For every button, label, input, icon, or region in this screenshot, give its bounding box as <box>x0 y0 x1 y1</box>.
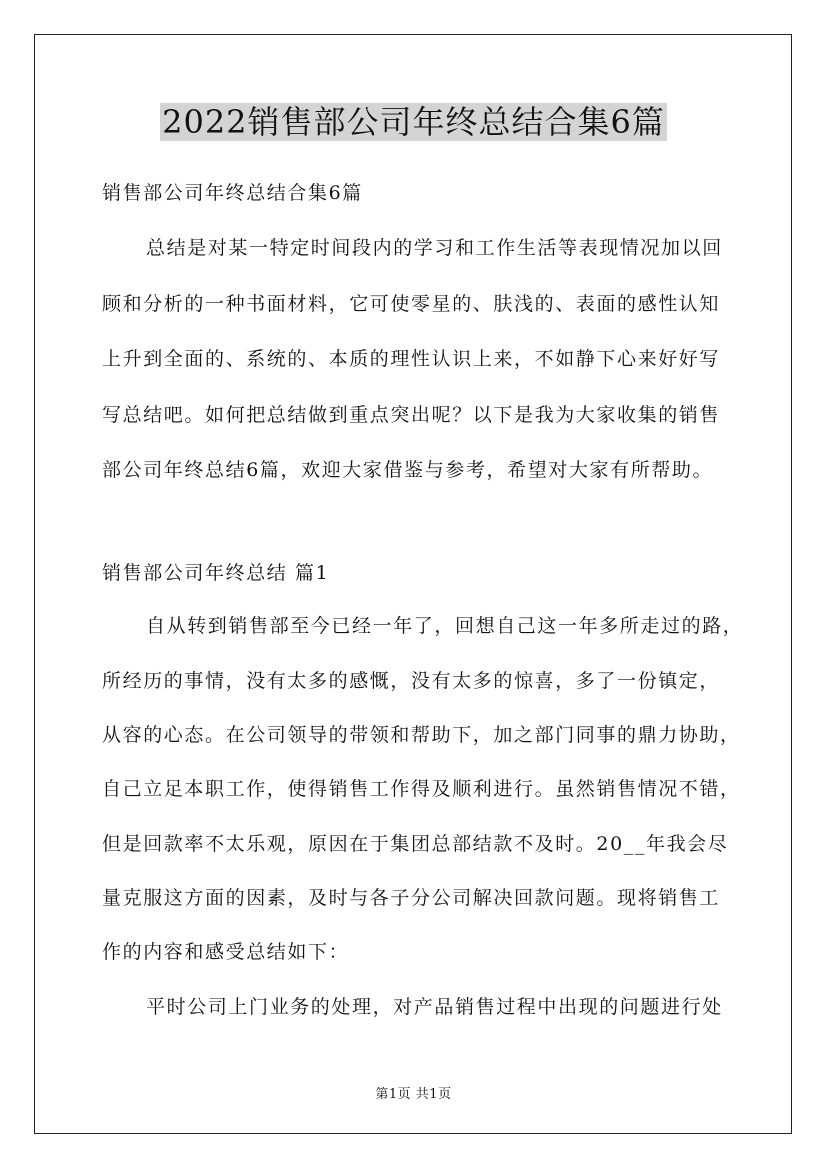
intro-line: 部公司年终总结6篇，欢迎大家借鉴与参考，希望对大家有所帮助。 <box>102 459 714 481</box>
intro-line: 顾和分析的一种书面材料，它可使零星的、肤浅的、表面的感性认知 <box>102 293 721 315</box>
paragraph-line: 平时公司上门业务的处理，对产品销售过程中出现的问题进行处 <box>146 996 723 1018</box>
document-subtitle: 销售部公司年终总结合集6篇 <box>102 182 363 204</box>
section-heading: 销售部公司年终总结 篇1 <box>102 562 330 584</box>
page-footer: 第1页 共1页 <box>375 1087 452 1102</box>
document-title: 2022销售部公司年终总结合集6篇 <box>162 103 665 141</box>
document-title-wrap <box>0 100 827 144</box>
intro-line: 写总结吧。如何把总结做到重点突出呢？以下是我为大家收集的销售 <box>102 404 721 426</box>
paragraph-line: 自己立足本职工作，使得销售工作得及顺利进行。虽然销售情况不错， <box>102 778 741 800</box>
paragraph-line: 自从转到销售部至今已经一年了，回想自己这一年多所走过的路， <box>146 615 744 637</box>
intro-line: 总结是对某一特定时间段内的学习和工作生活等表现情况加以回 <box>146 237 723 259</box>
paragraph-line: 作的内容和感受总结如下： <box>102 941 350 963</box>
paragraph-line: 但是回款率不太乐观，原因在于集团总部结款不及时。20__年我会尽 <box>102 833 729 855</box>
paragraph-line: 所经历的事情，没有太多的感慨，没有太多的惊喜，多了一份镇定， <box>102 670 721 692</box>
intro-line: 上升到全面的、系统的、本质的理性认识上来，不如静下心来好好写 <box>102 348 721 370</box>
paragraph-line: 量克服这方面的因素，及时与各子分公司解决回款问题。现将销售工 <box>102 887 721 909</box>
paragraph-line: 从容的心态。在公司领导的带领和帮助下，加之部门同事的鼎力协助， <box>102 724 741 746</box>
